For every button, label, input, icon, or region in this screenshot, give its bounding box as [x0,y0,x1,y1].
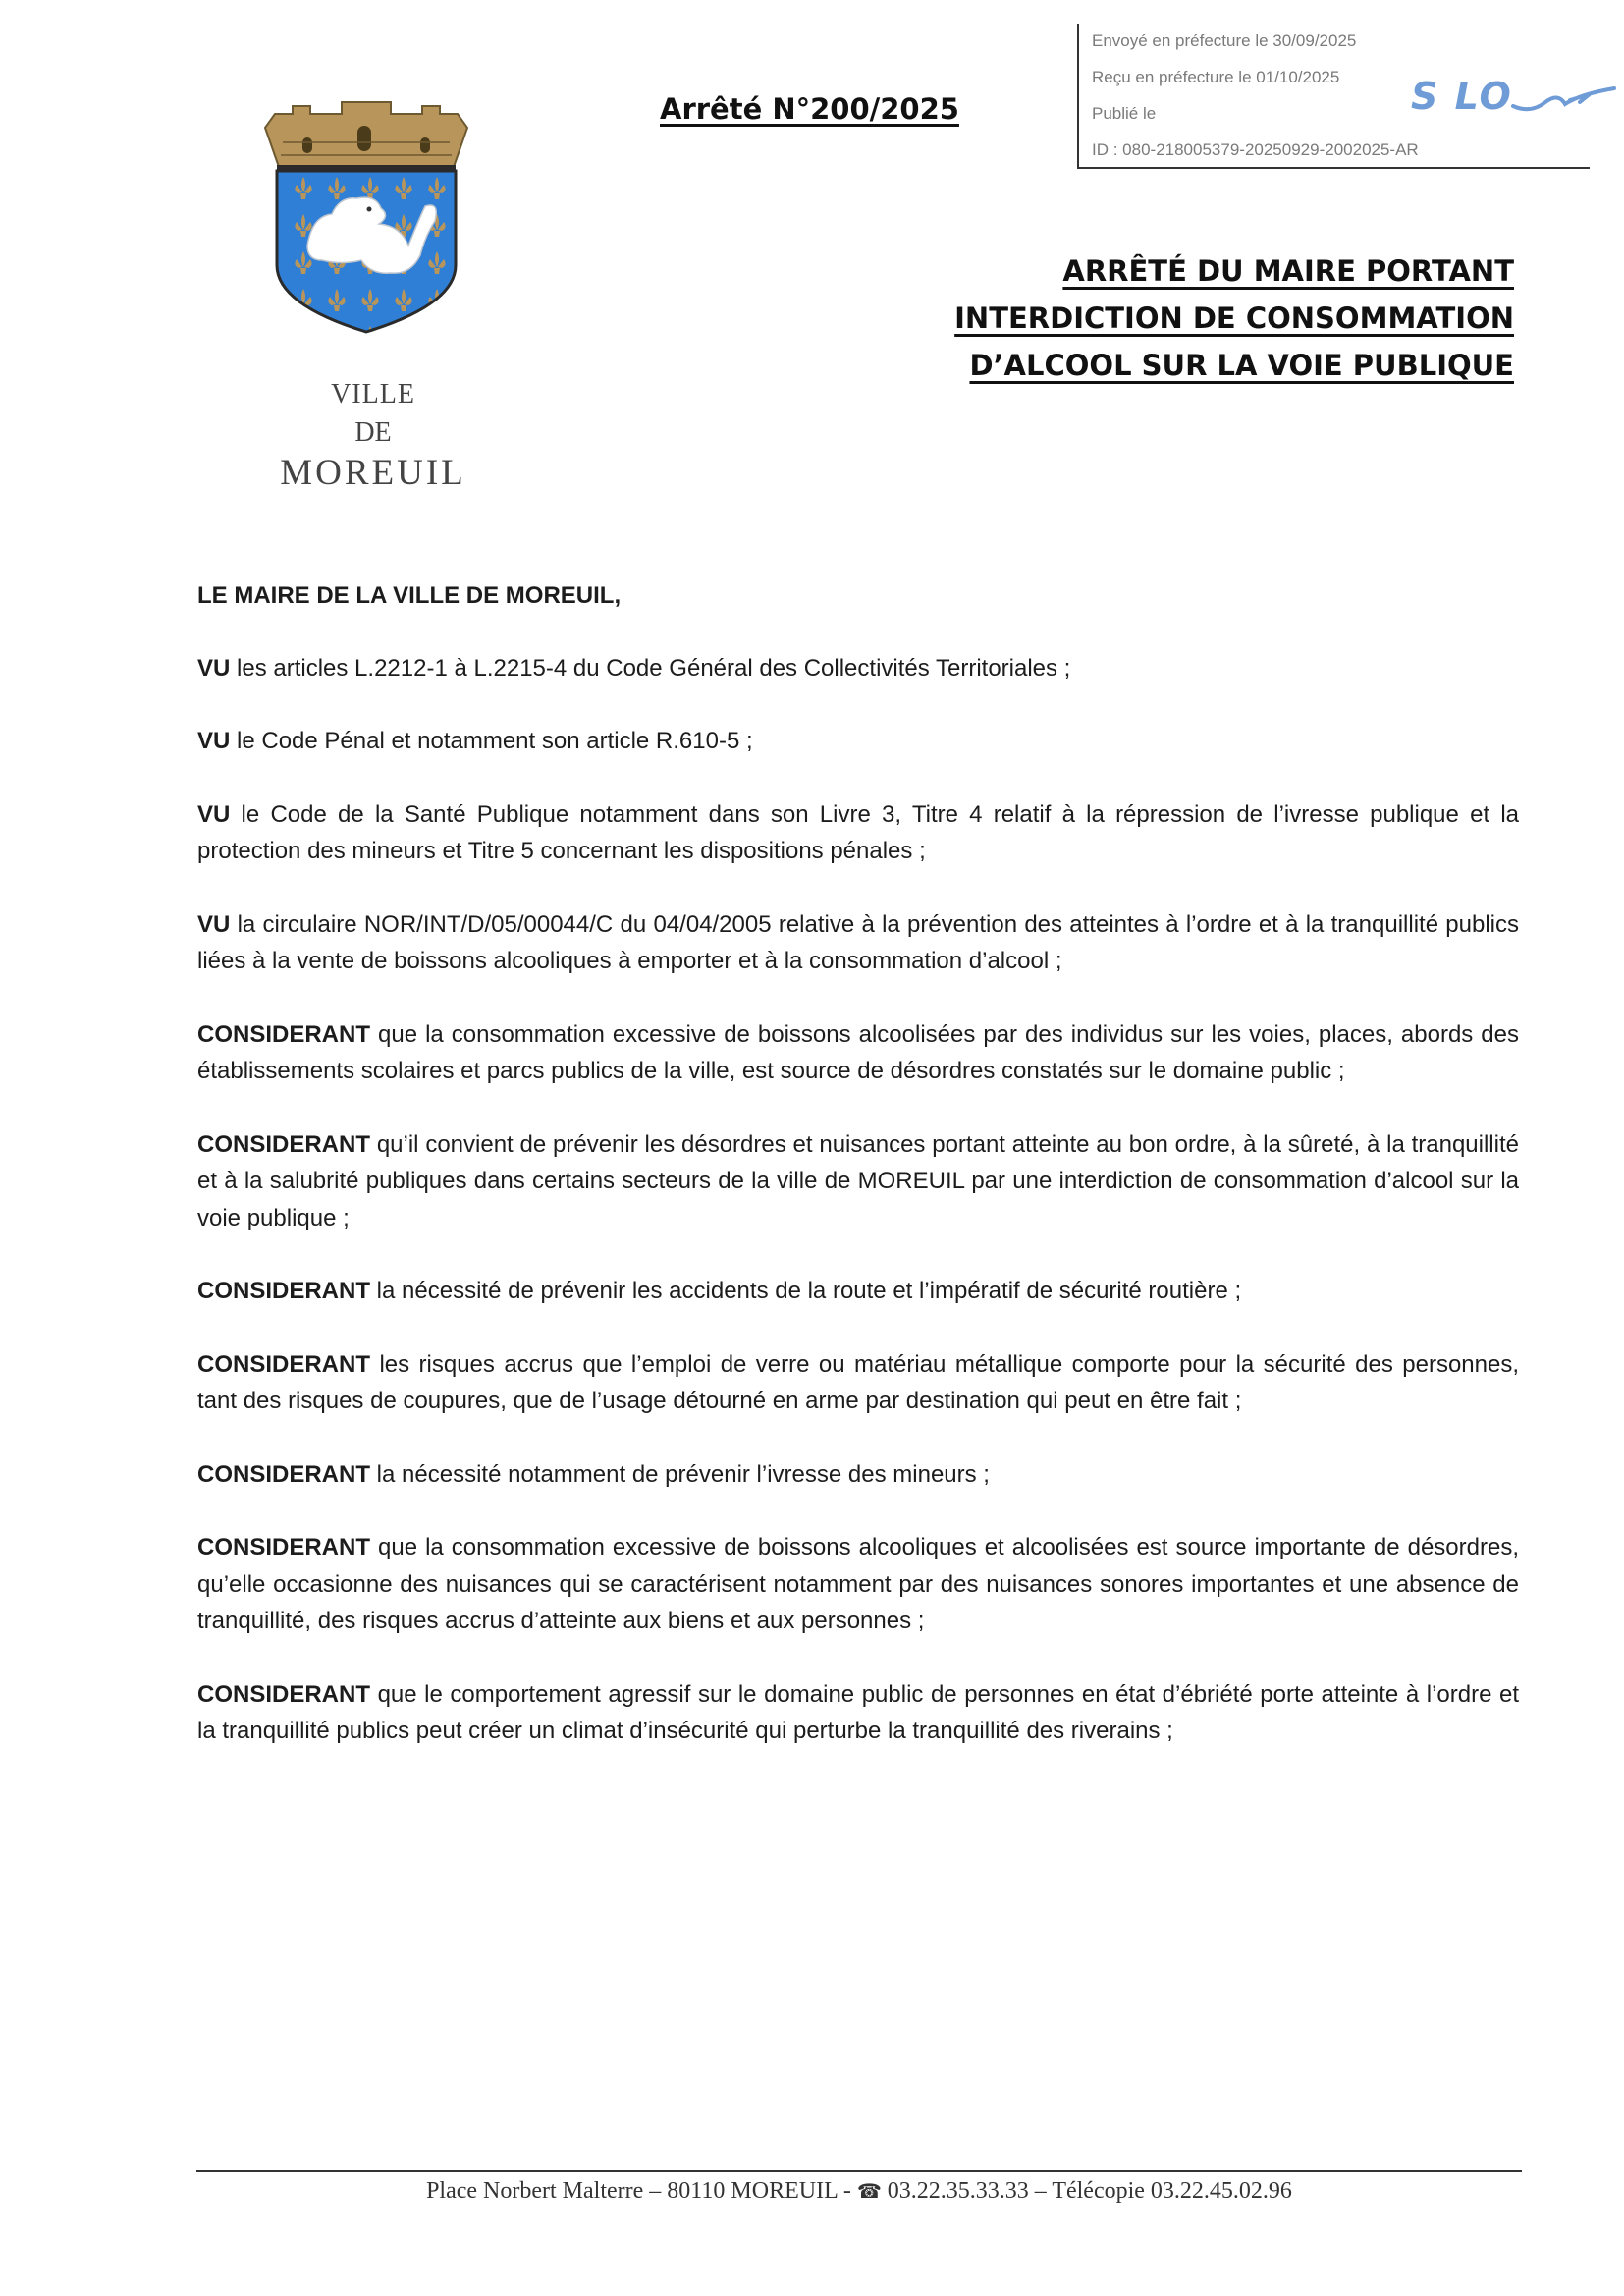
paragraph-keyword: CONSIDERANT [197,1350,371,1378]
phone-icon: ☎ [856,2179,882,2203]
footer-divider [196,2170,1522,2172]
paragraph [197,796,1519,870]
paragraph [197,1529,1519,1640]
coat-of-arms-icon [253,98,479,334]
paragraph [197,906,1519,980]
prefecture-stamp [1077,24,1590,169]
paragraph-text: la nécessité notamment de prévenir l’ivresse des mineurs ; [370,1460,990,1488]
paragraph-keyword: CONSIDERANT [197,1460,371,1488]
city-name-line3: MOREUIL [280,453,466,493]
paragraph-text: le Code Pénal et notamment son article R.610-5 ; [230,728,753,754]
footer-address: Place Norbert Malterre – 80110 MOREUIL - [426,2178,857,2204]
paragraph [197,1456,1519,1494]
title-line: INTERDICTION DE CONSOMMATION [954,301,1514,335]
paragraph-keyword: VU [197,800,231,828]
paragraph-text: le Code de la Santé Publique notamment dans son Livre 3, Titre 4 relatif à la répression de l’ivresse publique et la protection des mineurs et Titre 5 concernant les dispositions pénales ; [197,800,1519,864]
paragraph-text: que la consommation excessive de boissons alcooliques et alcoolisées est source importante de désordres, qu’elle occasionne des nuisances qui se caractérisent notamment par des nuisances sonores importantes et une absence de tranquillité, des risques accrus d’atteinte aux biens et aux personnes ; [197,1534,1519,1634]
paragraph [197,1016,1519,1090]
footer-contact [196,2178,1522,2205]
paragraph-text: la nécessité de prévenir les accidents de la route et l’impératif de sécurité routière ; [370,1278,1242,1304]
paragraph [197,650,1519,687]
paragraph-text: la circulaire NOR/INT/D/05/00044/C du 04/04/2005 relative à la prévention des atteintes à l’ordre et à la tranquillité publics liées à la vente de boissons alcooliques à emporter et à la consommation d’alcool ; [197,910,1519,974]
paragraph [197,1346,1519,1420]
paragraph [197,1676,1519,1750]
paragraph [197,1273,1519,1310]
paragraph-text: que la consommation excessive de boissons alcoolisées par des individus sur les voies, places, abords des établissements scolaires et parcs publics de la ville, est source de désordres constatés sur le domaine public ; [197,1020,1519,1084]
arrete-number: Arrêté N°200/2025 [660,92,959,126]
document-body [197,577,1519,1786]
paragraph-keyword: CONSIDERANT [197,1680,371,1708]
handwritten-signature: S LO [1411,75,1513,118]
stamp-received-date: Reçu en préfecture le 01/10/2025 [1092,68,1340,86]
footer-phone-fax: 03.22.35.33.33 – Télécopie 03.22.45.02.96 [881,2178,1292,2204]
stamp-id: ID : 080-218005379-20250929-2002025-AR [1092,140,1419,159]
stamp-sent-date: Envoyé en préfecture le 30/09/2025 [1092,31,1357,50]
signature-flourish-icon [1511,84,1619,114]
paragraph-text: les risques accrus que l’emploi de verre ou matériau métallique comporte pour la sécurité des personnes, tant des risques de coupures, que de l’usage détourné en arme par destination qui peut en être fait ; [197,1350,1519,1414]
paragraph [197,723,1519,760]
title-line: D’ALCOOL SUR LA VOIE PUBLIQUE [969,349,1514,382]
paragraph-keyword: VU [197,728,231,754]
document-title [954,247,1514,389]
paragraph-text: qu’il convient de prévenir les désordres et nuisances portant atteinte au bon ordre, à la sûreté, à la tranquillité et à la salubrité publiques dans certains secteurs de la ville de MOREUIL par une interdiction de consommation d’alcool sur la voie publique ; [197,1130,1519,1231]
mayor-heading: LE MAIRE DE LA VILLE DE MOREUIL, [197,582,622,609]
paragraph-keyword: VU [197,654,231,682]
city-name-line1: VILLE [331,379,415,410]
paragraph-keyword: CONSIDERANT [197,1130,371,1158]
paragraph-text: que le comportement agressif sur le domaine public de personnes en état d’ébriété porte atteinte à l’ordre et la tranquillité publics peut créer un climat d’insécurité qui perturbe la tranquillité des riverains ; [197,1680,1519,1744]
title-line: ARRÊTÉ DU MAIRE PORTANT [1062,254,1514,288]
paragraph-keyword: VU [197,910,231,938]
city-name-line2: DE [354,417,392,448]
paragraph-text: les articles L.2212-1 à L.2215-4 du Code Général des Collectivités Territoriales ; [230,654,1071,682]
paragraph-keyword: CONSIDERANT [197,1020,371,1048]
paragraph-keyword: CONSIDERANT [197,1278,371,1304]
stamp-published: Publié le [1092,104,1157,123]
paragraph [197,1126,1519,1237]
paragraph-keyword: CONSIDERANT [197,1534,371,1560]
